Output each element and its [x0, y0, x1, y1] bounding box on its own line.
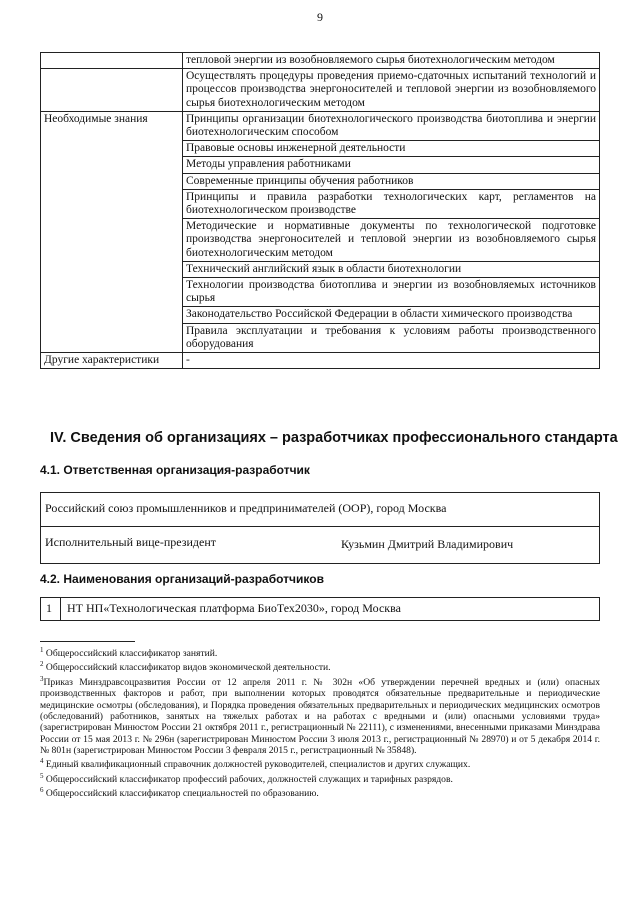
section-title: IV. Сведения об организациях – разработчиках профессионального стандарта [50, 430, 618, 446]
subsection-title-responsible: 4.1. Ответственная организация-разработчик [40, 463, 310, 477]
page-number: 9 [317, 10, 323, 24]
responsible-org-name: Российский союз промышленников и предпринимателей (ООР), город Москва [45, 501, 447, 515]
knowledge-item: Правила эксплуатации и требования к условиям работы производственного оборудования [183, 323, 600, 352]
developer-row [40, 597, 600, 621]
table-cell: Осуществлять процедуры проведения приемо-сдаточных испытаний технологий и процессов производства энергоносителей и тепловой энергии из возобновляемого сырья биотехнологическим методом [183, 69, 600, 112]
knowledge-item: Технологии производства биотоплива и энергии из возобновляемых источников сырья [183, 278, 600, 307]
knowledge-item: Принципы организации биотехнологического производства биотоплива и энергии биотехнологическим способом [183, 111, 600, 140]
table-row [41, 353, 600, 369]
competency-table [40, 52, 600, 369]
footnote: $^6$ Общероссийский классификатор специальностей по образованию. [40, 786, 319, 800]
developer-number: 1 [41, 598, 61, 620]
footnote-rule [40, 641, 135, 642]
table-row [41, 111, 600, 140]
knowledge-item: Методы управления работниками [183, 157, 600, 173]
knowledge-item: Правовые основы инженерной деятельности [183, 141, 600, 157]
knowledge-item: Законодательство Российской Федерации в области химического производства [183, 307, 600, 323]
footnote: $^4$ Единый квалификационный справочник должностей руководителей, специалистов и других служащих. [40, 757, 471, 771]
footnote: $^3$Приказ Минздравсоцразвития России от 12 апреля 2011 г. № 302н «Об утверждении перечней вредных и (или) опасных производственных факторов и работ, при выполнении которых проводятся обязательные предварительные и периодические медицинские осмотры (обследования), и Порядка проведения обязательных предварительных и периодических медицинских осмотров (обследований) работников, занятых на тяжелых работах и на работах с вредными и (или) опасными условиями труда» (зарегистрирован Минюстом России 21 октября 2011 г., регистрационный № 22111), с изменениями, внесенными приказами Минздрава России от 15 мая 2013 г. № 296н (зарегистрирован Минюстом России 3 июля 2013 г., регистрационный № 28970) и от 5 декабря 2014 г. № 801н (зарегистрирован Минюстом России 3 февраля 2015 г., регистрационный № 35848). [40, 674, 600, 756]
developer-name: НТ НП«Технологическая платформа БиоТех2030», город Москва [67, 601, 401, 615]
table-cell: тепловой энергии из возобновляемого сырья биотехнологическим методом [183, 53, 600, 69]
other-label: Другие характеристики [41, 353, 183, 369]
table-row [41, 69, 600, 112]
divider [41, 526, 599, 527]
other-value: - [183, 353, 600, 369]
footnote: $^1$ Общероссийский классификатор занятий. [40, 646, 218, 660]
responsible-org-box [40, 492, 600, 564]
subsection-title-developers: 4.2. Наименования организаций-разработчиков [40, 572, 324, 586]
knowledge-item: Методические и нормативные документы по технологической подготовке производства энергоносителей и тепловой энергии из возобновляемого сырья биотехнологическим методом [183, 219, 600, 262]
knowledge-item: Современные принципы обучения работников [183, 173, 600, 189]
position-title: Исполнительный вице-президент [45, 535, 217, 549]
table-row [41, 53, 600, 69]
footnote: $^5$ Общероссийский классификатор профессий рабочих, должностей служащих и тарифных разрядов. [40, 771, 453, 785]
person-name: Кузьмин Дмитрий Владимирович [341, 537, 514, 551]
footnote: $^2$ Общероссийский классификатор видов экономической деятельности. [40, 660, 331, 674]
knowledge-item: Принципы и правила разработки технологических карт, регламентов на биотехнологическом производстве [183, 189, 600, 218]
knowledge-item: Технический английский язык в области биотехнологии [183, 261, 600, 277]
knowledge-label: Необходимые знания [41, 111, 183, 352]
footnotes [40, 645, 600, 800]
